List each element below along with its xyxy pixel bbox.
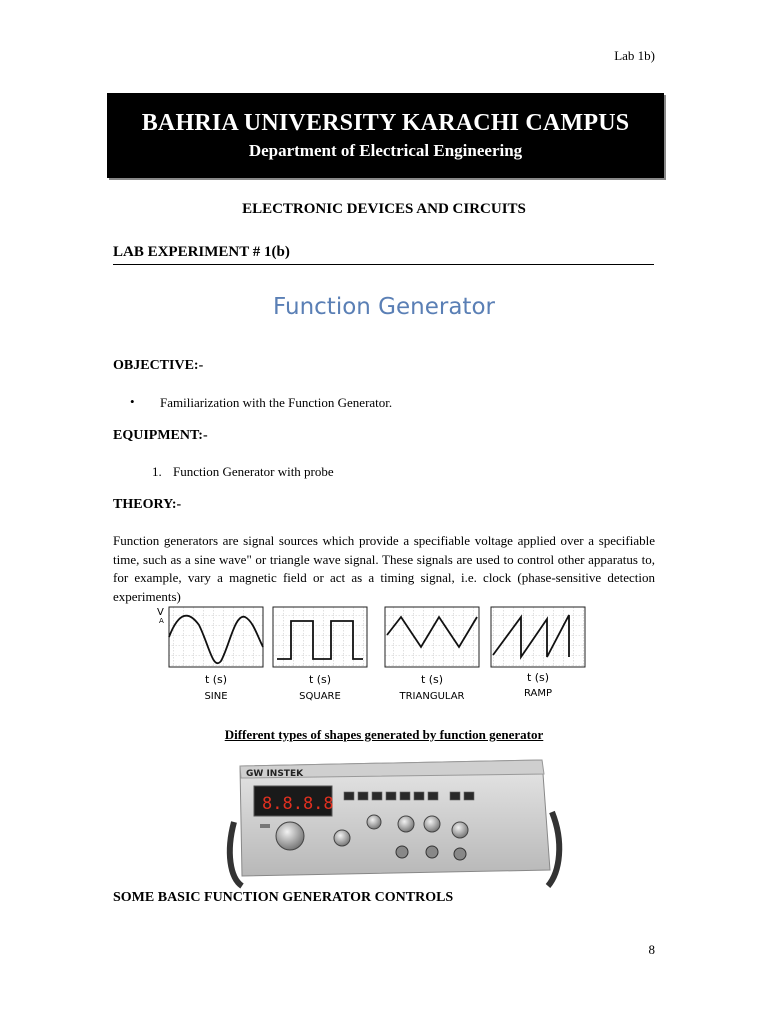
lab-tag: Lab 1b): [614, 48, 655, 63]
waveform-figure: [157, 605, 593, 705]
equipment-item: [152, 464, 334, 480]
equipment-item-number: 1.: [152, 464, 162, 479]
triangle-wave-panel: [385, 607, 479, 667]
axis-label: V: [157, 607, 164, 618]
equipment-item-text: Function Generator with probe: [173, 464, 334, 479]
document-title: Function Generator: [273, 294, 495, 320]
ramp-wave-panel: [491, 607, 585, 667]
triangular-time-label: t (s): [420, 673, 444, 686]
university-banner: [107, 93, 664, 178]
square-time-label: t (s): [308, 673, 332, 686]
axis-sub: A: [159, 617, 164, 625]
experiment-number: LAB EXPERIMENT # 1(b): [113, 244, 654, 265]
device-display: 8.8.8.8: [262, 794, 334, 814]
controls-heading: SOME BASIC FUNCTION GENERATOR CONTROLS: [113, 890, 454, 905]
ramp-time-label: t (s): [526, 671, 550, 684]
course-title: ELECTRONIC DEVICES AND CIRCUITS: [242, 201, 526, 217]
theory-heading: THEORY:-: [113, 497, 182, 512]
theory-paragraph: Function generators are signal sources which provide a specifiable voltage applied over a specifiable time, such as a sine wave" or triangle wave signal. These signals are used to control other apparatus to, for example, vary a magnetic field or act as a timing signal, i.e. clock (phase-sensitive detection experiments): [113, 533, 655, 604]
triangular-label: TRIANGULAR: [399, 691, 465, 702]
bullet-icon: •: [130, 394, 135, 409]
equipment-heading: EQUIPMENT:-: [113, 428, 208, 443]
figure-caption: Different types of shapes generated by function generator: [224, 727, 544, 742]
university-name: BAHRIA UNIVERSITY KARACHI CAMPUS: [141, 110, 630, 136]
sine-wave-panel: [169, 607, 263, 667]
sine-time-label: t (s): [204, 673, 228, 686]
square-wave-panel: [273, 607, 367, 667]
objective-item: [130, 394, 393, 411]
page-number: 8: [648, 942, 655, 957]
sine-label: SINE: [204, 691, 228, 702]
department-name: Department of Electrical Engineering: [248, 141, 523, 160]
objective-heading: OBJECTIVE:-: [113, 358, 204, 373]
objective-text: Familiarization with the Function Generator.: [160, 395, 393, 410]
ramp-label: RAMP: [523, 688, 553, 699]
device-brand: GW INSTEK: [246, 769, 304, 779]
square-label: SQUARE: [299, 691, 341, 702]
function-generator-image: [232, 752, 562, 890]
